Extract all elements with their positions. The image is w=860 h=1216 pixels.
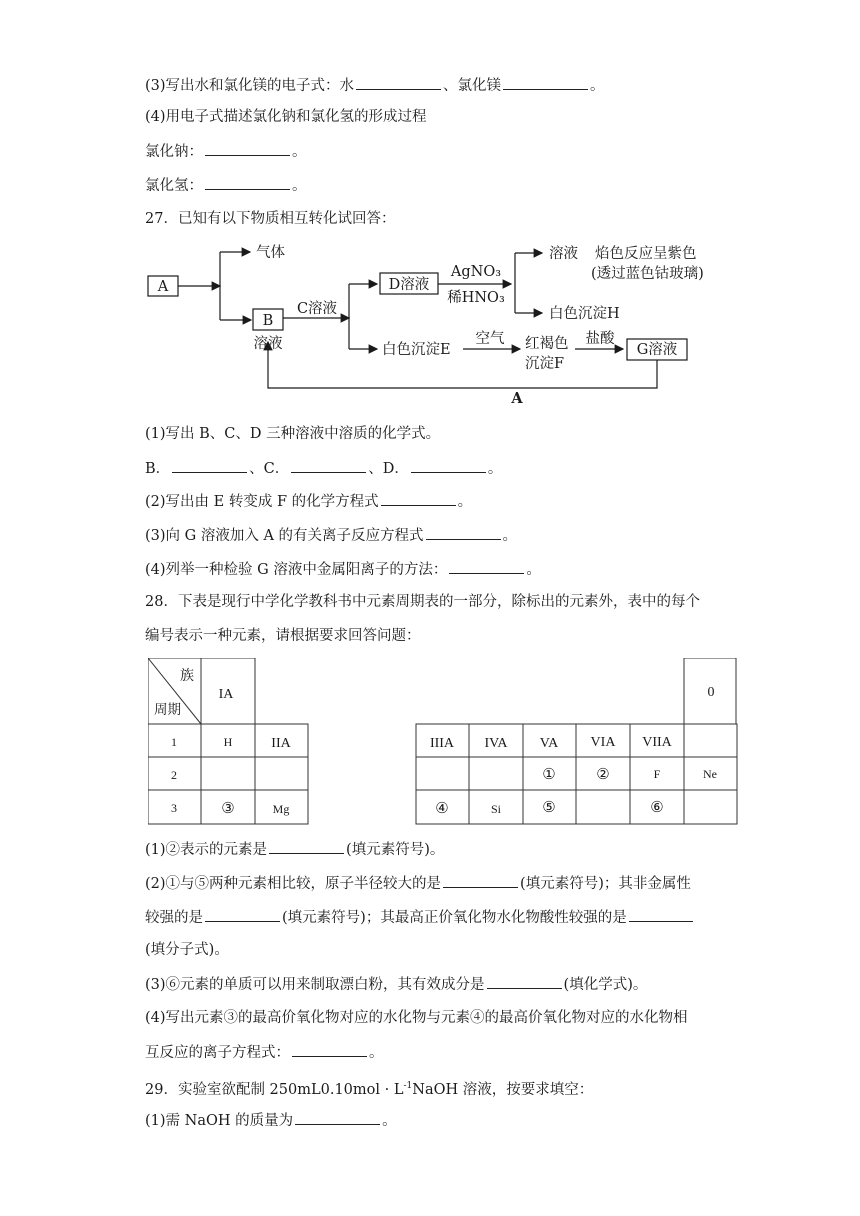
answer-blank[interactable] [292,1042,367,1057]
q28-part2-line3: (填分子式)。 [145,942,229,958]
element-Mg: Mg [272,802,290,816]
q28-part2-line1: (2)①与⑤两种元素相比较，原子半径较大的是 (填元素符号)；其非金属性 [145,873,691,894]
answer-blank[interactable] [205,175,290,190]
label-B-solution: 溶液 [253,336,283,352]
label-G-solution: G溶液 [636,342,678,358]
label-solution: 溶液 [549,246,578,262]
q29-title: 29．实验室欲配制 $250mL0.10mol \cdot L^{-1}NaOH$ 溶液，按要求填空： [145,1081,594,1098]
answer-blank[interactable] [629,907,693,922]
q26-nacl-line: 氯化钠： 。 [145,141,307,162]
element-2: ② [596,767,610,783]
label-agno3: AgNO₃ [450,264,502,280]
label-flame-1: 焰色反应呈紫色 [595,246,697,262]
label-F-1: 红褐色 [525,336,569,352]
q27-part3: (3)向 G 溶液加入 A 的有关离子反应方程式 。 [145,525,517,546]
answer-blank[interactable] [291,458,366,473]
answer-blank[interactable] [295,1110,380,1125]
q28-part2-line2: 较强的是 (填元素符号)；其最高正价氧化物水化物酸性较强的是 [145,907,695,928]
label-C-solution: C溶液 [296,301,338,317]
element-F: F [653,767,661,781]
periodic-table [148,658,740,828]
element-4: ④ [435,801,449,817]
label-air: 空气 [475,331,505,347]
group-IA: IA [218,687,234,702]
period-1: 1 [171,735,177,749]
q27-title: 27．已知有以下物质相互转化试回答： [145,211,396,227]
header-zhouqi: 周期 [154,702,181,717]
answer-blank[interactable] [381,491,456,506]
conversion-diagram [145,238,745,408]
answer-blank[interactable] [172,458,247,473]
label-F-2: 沉淀F [525,356,565,372]
group-VIIA: VIIA [642,735,672,750]
element-6: ⑥ [650,800,664,816]
label-A-bottom: A [511,390,523,407]
answer-blank[interactable] [487,974,562,989]
q27-part1: (1)写出 B、C、D 三种溶液中溶质的化学式。 [145,426,441,442]
group-IIIA: IIIA [429,736,455,751]
answer-blank[interactable] [426,525,501,540]
q27-part4: (4)列举一种检验 G 溶液中金属阳离子的方法： 。 [145,559,541,580]
period-2: 2 [171,768,177,782]
label-A: A [157,279,169,295]
answer-blank[interactable] [443,873,518,888]
answer-blank[interactable] [356,75,441,90]
label-gas: 气体 [256,245,285,261]
q26-part3: (3)写出水和氯化镁的电子式：水 、氯化镁 。 [145,75,605,96]
label-hcl: 盐酸 [585,331,615,347]
q28-title-line1: 28．下表是现行中学化学教科书中元素周期表的一部分，除标出的元素外，表中的每个 [145,594,700,610]
answer-blank[interactable] [205,907,280,922]
answer-blank[interactable] [411,458,486,473]
label-H: 白色沉淀H [549,306,620,322]
q28-part1: (1)②表示的元素是 (填元素符号)。 [145,839,444,860]
q29-part1: (1)需 NaOH 的质量为 。 [145,1110,397,1131]
q27-part1-blanks: B． 、C． 、D． 。 [145,458,502,479]
element-5: ⑤ [542,800,556,816]
q28-title-line2: 编号表示一种元素，请根据要求回答问题： [145,628,421,644]
element-H: H [223,735,233,749]
q28-part3: (3)⑥元素的单质可以用来制取漂白粉，其有效成分是 (填化学式)。 [145,974,647,995]
q27-part2: (2)写出由 E 转变成 F 的化学方程式 。 [145,491,472,512]
answer-blank[interactable] [205,141,290,156]
label-flame-2: (透过蓝色钴玻璃) [591,266,704,282]
q28-part4-line1: (4)写出元素③的最高价氧化物对应的水化物与元素④的最高价氧化物对应的水化物相 [145,1010,688,1026]
element-3: ③ [221,801,235,817]
q26-part4: (4)用电子式描述氯化钠和氯化氢的形成过程 [145,109,427,125]
group-VIA: VIA [590,735,616,750]
label-B: B [262,313,274,329]
header-zu: 族 [180,669,194,684]
label-E: 白色沉淀E [382,342,451,358]
element-Ne: Ne [703,767,717,781]
q26-hcl-line: 氯化氢： 。 [145,175,307,196]
q28-part4-line2: 互反应的离子方程式： 。 [145,1042,384,1063]
element-Si: Si [490,802,502,816]
answer-blank[interactable] [269,839,344,854]
label-hno3: 稀HNO₃ [447,290,505,306]
group-VA: VA [539,736,559,751]
answer-blank[interactable] [503,75,588,90]
label-D-solution: D溶液 [388,277,430,293]
element-1: ① [542,767,556,783]
group-0: 0 [707,685,715,700]
period-3: 3 [171,801,177,815]
answer-blank[interactable] [449,559,524,574]
group-IVA: IVA [484,736,508,751]
group-IIA: IIA [271,736,291,751]
